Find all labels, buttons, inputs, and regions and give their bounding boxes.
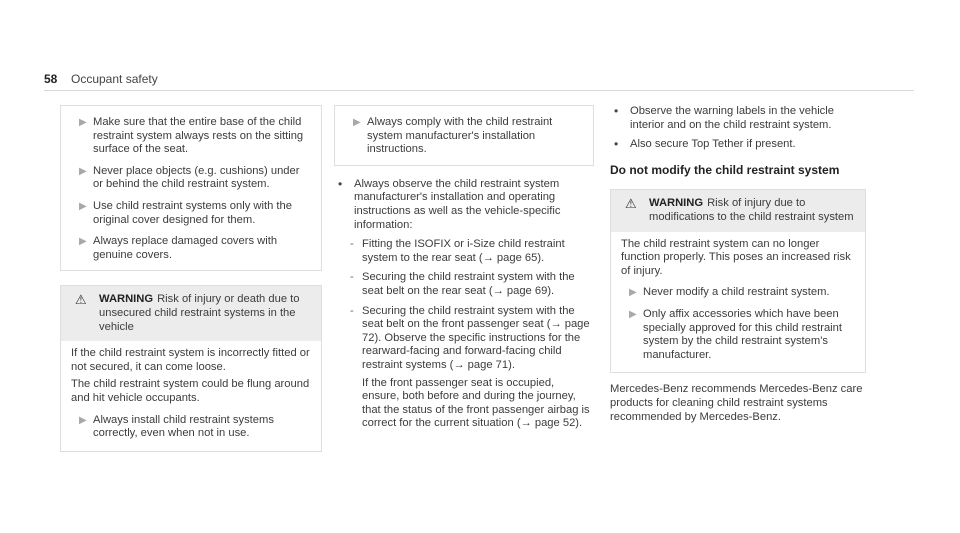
warning-box bbox=[610, 189, 866, 373]
header-divider bbox=[44, 90, 914, 91]
list-item: ▶ Make sure that the entire base of the child restraint system always rests on the sitting surface of the seat. bbox=[71, 116, 311, 157]
continuation-text: If the front passenger seat is occupied, ensure, both before and during the journey, that the status of the front passenger airbag is correct for the current situation (→ page 52). bbox=[362, 376, 590, 430]
list-item: ▶ Always install child restraint systems correctly, even when not in use. bbox=[71, 414, 311, 441]
list-item: • Observe the warning labels in the vehicle interior and on the child restraint system. bbox=[610, 105, 866, 132]
warning-triangle-icon: ⚠ bbox=[75, 292, 87, 308]
paragraph: Mercedes-Benz recommends Mercedes-Benz care products for cleaning child restraint systems recommended by Mercedes-Benz. bbox=[610, 383, 863, 423]
list-item: ▶ Use child restraint systems only with the original cover designed for them. bbox=[71, 200, 311, 227]
triangle-right-icon: ▶ bbox=[629, 287, 637, 299]
triangle-right-icon: ▶ bbox=[353, 117, 361, 128]
warning-text: If the child restraint system is incorrectly fitted or not secured, it can come loose. bbox=[71, 347, 310, 373]
sub-list-item: - Securing the child restraint system with the seat belt on the rear seat (→ page 69). bbox=[350, 271, 575, 297]
triangle-right-icon: ▶ bbox=[629, 308, 637, 320]
bullet-dot-icon: • bbox=[614, 137, 619, 152]
list-item: • Always observe the child restraint system manufacturer's installation and operating instructions as well as the vehicle-specific information: bbox=[334, 178, 594, 232]
warning-triangle-icon: ⚠ bbox=[625, 196, 637, 212]
warning-header bbox=[611, 190, 865, 231]
instruction-box bbox=[60, 105, 322, 271]
page-number: 58 bbox=[44, 72, 58, 86]
triangle-right-icon: ▶ bbox=[79, 165, 87, 177]
section-heading: Do not modify the child restraint system bbox=[610, 162, 840, 177]
warning-box bbox=[60, 285, 322, 451]
warning-label: WARNING bbox=[99, 293, 154, 306]
warning-title: Risk of injury or death due to unsecured child restraint systems in the vehicle bbox=[99, 293, 300, 333]
triangle-right-icon: ▶ bbox=[79, 236, 87, 248]
sub-list-item: - Securing the child restraint system with the seat belt on the front passenger seat (→ page 72). Observe the specific instructions for the rearward-facing and forward-facing child restraint systems (→ page 71). bbox=[350, 304, 590, 371]
list-item: ▶ Always comply with the child restraint system manufacturer's installation instructions. bbox=[345, 116, 583, 157]
warning-text: The child restraint system can no longer function properly. This poses an increased risk of injury. bbox=[621, 237, 851, 277]
column-2 bbox=[334, 105, 594, 431]
list-item: ▶ Always replace damaged covers with genuine covers. bbox=[71, 235, 311, 262]
list-item: ▶ Only affix accessories which have been specially approved for this child restraint system by the child restraint system's manufacturer. bbox=[621, 308, 855, 362]
instruction-box bbox=[334, 105, 594, 166]
triangle-right-icon: ▶ bbox=[79, 200, 87, 212]
column-1 bbox=[60, 105, 322, 452]
list-item: • Also secure Top Tether if present. bbox=[610, 138, 866, 152]
triangle-right-icon: ▶ bbox=[79, 414, 87, 426]
warning-body bbox=[611, 232, 865, 373]
list-item: ▶ Never modify a child restraint system. bbox=[621, 286, 855, 300]
section-title: Occupant safety bbox=[71, 72, 158, 86]
sub-list-item: - Fitting the ISOFIX or i-Size child restraint system to the rear seat (→ page 65). bbox=[350, 238, 565, 264]
list-item: ▶ Never place objects (e.g. cushions) under or behind the child restraint system. bbox=[71, 165, 311, 192]
warning-header bbox=[61, 286, 321, 341]
warning-text: The child restraint system could be flung around and hit vehicle occupants. bbox=[71, 378, 310, 404]
warning-body bbox=[61, 341, 321, 451]
bullet-dot-icon: • bbox=[338, 176, 343, 191]
triangle-right-icon: ▶ bbox=[79, 117, 87, 128]
warning-title: Risk of injury due to modifications to the child restraint system bbox=[649, 197, 854, 223]
warning-label: WARNING bbox=[649, 197, 704, 210]
column-3 bbox=[610, 105, 866, 424]
bullet-dot-icon: • bbox=[614, 104, 619, 118]
